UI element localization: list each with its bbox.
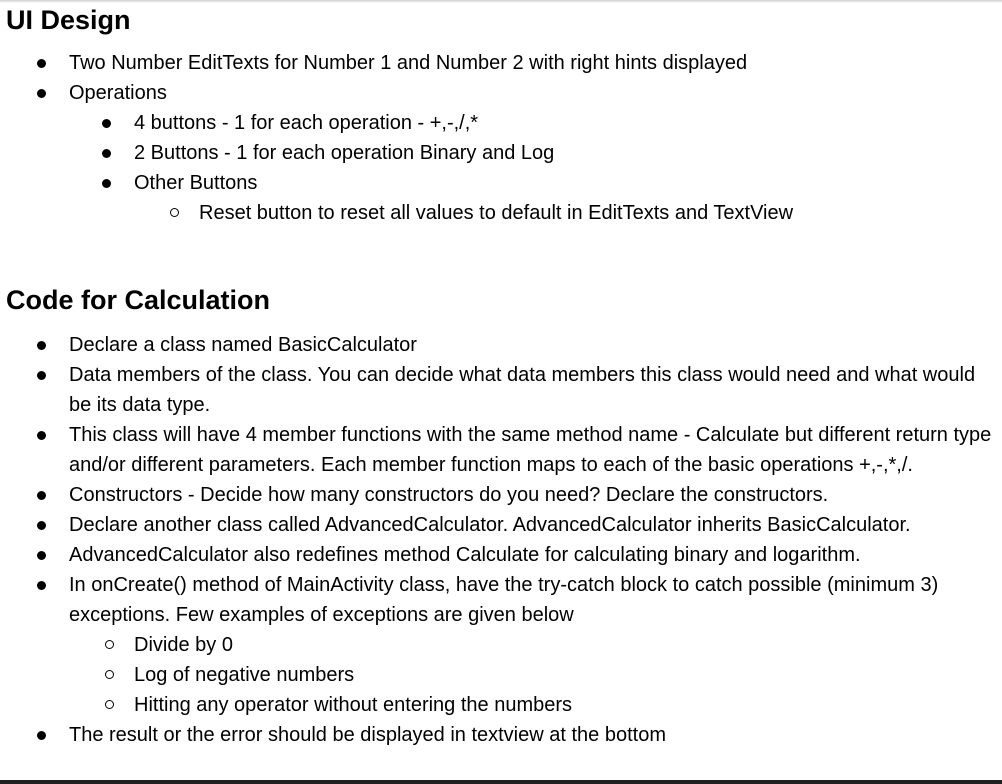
- bullet-icon: [37, 491, 46, 500]
- list-item-text: Two Number EditTexts for Number 1 and Number 2 with right hints displayed: [69, 52, 748, 74]
- list-item-text: Other Buttons: [134, 172, 258, 194]
- list-item: [6, 360, 996, 420]
- bullet-icon: [37, 341, 46, 350]
- list-item-text: In onCreate() method of MainActivity class, have the try-catch block to catch possible (minimum 3) exceptions. Few examples of exceptions are given below: [69, 574, 939, 626]
- list-item-text: Constructors - Decide how many constructors do you need? Declare the constructors.: [69, 484, 829, 506]
- list-item-text: Declare another class called AdvancedCalculator. AdvancedCalculator inherits BasicCalculator.: [69, 514, 911, 536]
- bullet-icon: [102, 149, 111, 158]
- bullet-icon: [37, 581, 46, 590]
- list-item: [6, 168, 996, 198]
- bullet-icon: [37, 521, 46, 530]
- list-item-text: Reset button to reset all values to default in EditTexts and TextView: [199, 202, 794, 224]
- bullet-icon: [37, 431, 46, 440]
- list-item-text: This class will have 4 member functions with the same method name - Calculate but different return type and/or different parameters. Each member function maps to each of the basic operations +,-,*,/.: [69, 424, 992, 476]
- list-item-text: Operations: [69, 82, 167, 104]
- list-item: [6, 690, 996, 720]
- bottom-edge-bar: [0, 780, 1002, 784]
- list-item: [6, 630, 996, 660]
- list-item-text: Data members of the class. You can decide what data members this class would need and what would be its data type.: [69, 364, 976, 416]
- list-item: [6, 138, 996, 168]
- top-edge-shadow: [0, 0, 1002, 3]
- document-content: [6, 4, 996, 750]
- hollow-bullet-icon: [105, 700, 114, 709]
- bullet-icon: [102, 179, 111, 188]
- list-item: [6, 570, 996, 630]
- list-item: [6, 330, 996, 360]
- list-item: [6, 198, 996, 228]
- bullet-icon: [37, 89, 46, 98]
- code-for-calculation-heading: Code for Calculation: [6, 285, 271, 315]
- ui-design-heading: UI Design: [6, 5, 131, 35]
- bullet-icon: [37, 371, 46, 380]
- bullet-icon: [37, 551, 46, 560]
- hollow-bullet-icon: [170, 208, 179, 217]
- list-item: [6, 108, 996, 138]
- list-item: [6, 660, 996, 690]
- list-item: [6, 720, 996, 750]
- list-item-text: AdvancedCalculator also redefines method Calculate for calculating binary and logarithm.: [69, 544, 861, 566]
- list-item-text: Declare a class named BasicCalculator: [69, 334, 417, 356]
- list-item-text: The result or the error should be displayed in textview at the bottom: [69, 724, 666, 746]
- hollow-bullet-icon: [105, 640, 114, 649]
- hollow-bullet-icon: [105, 670, 114, 679]
- bullet-icon: [102, 119, 111, 128]
- bullet-icon: [37, 59, 46, 68]
- list-item-text: Log of negative numbers: [134, 664, 355, 686]
- list-item: [6, 510, 996, 540]
- list-item-text: Hitting any operator without entering the numbers: [134, 694, 573, 716]
- list-item-text: Divide by 0: [134, 634, 233, 656]
- list-item: [6, 420, 996, 480]
- list-item: [6, 78, 996, 108]
- list-item-text: 4 buttons - 1 for each operation - +,-,/,*: [134, 112, 479, 134]
- list-item-text: 2 Buttons - 1 for each operation Binary and Log: [134, 142, 555, 164]
- code-for-calculation-list: [6, 330, 996, 750]
- list-item: [6, 480, 996, 510]
- list-item: [6, 540, 996, 570]
- bullet-icon: [37, 731, 46, 740]
- list-item: [6, 48, 996, 78]
- ui-design-list: [6, 48, 996, 228]
